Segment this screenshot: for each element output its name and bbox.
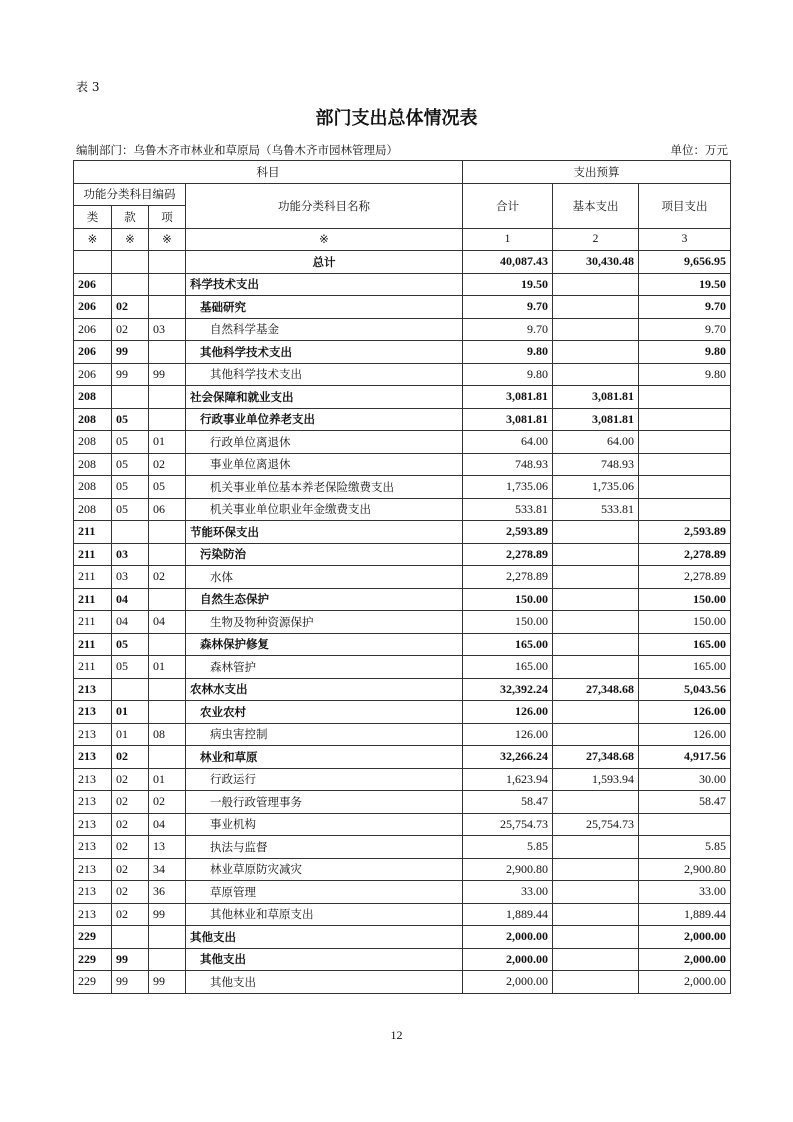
subject-name: 自然生态保护 [186,588,463,611]
total-basic: 30,430.48 [553,251,639,274]
code-xiang [149,543,186,566]
code-kuan [112,386,149,409]
code-kuan [112,678,149,701]
code-xiang [149,926,186,949]
code-kuan: 02 [112,768,149,791]
amount-basic: 27,348.68 [553,678,639,701]
code-lei: 206 [74,363,112,386]
amount-basic [553,791,639,814]
code-lei: 229 [74,971,112,994]
amount-basic [553,588,639,611]
table-row [74,791,731,814]
subject-name: 事业单位离退休 [186,453,463,476]
code-kuan: 05 [112,476,149,499]
amount-project [639,408,731,431]
code-lei: 213 [74,701,112,724]
table-row [74,588,731,611]
code-xiang: 02 [149,566,186,589]
table-row [74,566,731,589]
table-row [74,903,731,926]
header-basic: 基本支出 [553,183,639,228]
amount-project: 30.00 [639,768,731,791]
amount-total: 126.00 [463,723,553,746]
amount-project: 9.80 [639,341,731,364]
amount-project: 165.00 [639,633,731,656]
code-xiang: 34 [149,858,186,881]
code-kuan: 04 [112,588,149,611]
amount-basic [553,543,639,566]
code-kuan: 05 [112,656,149,679]
code-lei: 208 [74,431,112,454]
code-lei: 211 [74,521,112,544]
table-row [74,431,731,454]
department-label: 编制部门：乌鲁木齐市林业和草原局（乌鲁木齐市园林管理局） [76,143,398,157]
table-row [74,633,731,656]
code-xiang: 99 [149,363,186,386]
amount-total: 64.00 [463,431,553,454]
code-lei: 213 [74,678,112,701]
code-kuan: 04 [112,611,149,634]
amount-basic [553,948,639,971]
amount-project: 2,000.00 [639,926,731,949]
amount-project: 2,000.00 [639,971,731,994]
code-kuan: 02 [112,791,149,814]
header-row-2 [74,183,731,206]
code-kuan: 99 [112,971,149,994]
amount-total: 2,000.00 [463,971,553,994]
code-xiang [149,341,186,364]
amount-project: 2,900.80 [639,858,731,881]
amount-basic [553,858,639,881]
code-kuan: 05 [112,498,149,521]
code-xiang [149,273,186,296]
code-lei: 229 [74,948,112,971]
table-row [74,296,731,319]
amount-total: 33.00 [463,881,553,904]
code-lei: 213 [74,746,112,769]
code-xiang [149,948,186,971]
table-row [74,858,731,881]
code-lei: 211 [74,656,112,679]
code-xiang [149,746,186,769]
amount-total: 9.80 [463,363,553,386]
table-row [74,971,731,994]
amount-total: 32,392.24 [463,678,553,701]
amount-project: 5.85 [639,836,731,859]
subject-name: 草原管理 [186,881,463,904]
code-lei: 211 [74,611,112,634]
subject-name: 机关事业单位基本养老保险缴费支出 [186,476,463,499]
amount-basic [553,341,639,364]
amount-basic: 3,081.81 [553,408,639,431]
amount-total: 25,754.73 [463,813,553,836]
code-lei: 211 [74,566,112,589]
code-kuan: 02 [112,746,149,769]
amount-total: 19.50 [463,273,553,296]
col-number-3: 3 [639,228,731,251]
code-lei: 213 [74,836,112,859]
table-row [74,723,731,746]
code-lei: 213 [74,723,112,746]
code-xiang: 04 [149,611,186,634]
subject-name: 林业草原防灾减灾 [186,858,463,881]
amount-total: 1,735.06 [463,476,553,499]
code-xiang: 02 [149,791,186,814]
amount-project: 2,593.89 [639,521,731,544]
code-xiang: 05 [149,476,186,499]
amount-total: 9.70 [463,296,553,319]
amount-total: 2,900.80 [463,858,553,881]
table-row [74,678,731,701]
amount-total: 3,081.81 [463,386,553,409]
mark-cell: ※ [149,228,186,251]
amount-total: 748.93 [463,453,553,476]
code-xiang: 03 [149,318,186,341]
code-kuan: 02 [112,296,149,319]
table-row [74,543,731,566]
amount-basic [553,633,639,656]
amount-total: 165.00 [463,656,553,679]
code-lei: 208 [74,498,112,521]
amount-project: 2,278.89 [639,566,731,589]
code-kuan: 99 [112,948,149,971]
code-lei: 211 [74,588,112,611]
empty-cell [112,251,149,274]
table-row [74,408,731,431]
amount-basic [553,881,639,904]
empty-cell [149,251,186,274]
amount-project [639,431,731,454]
code-kuan: 02 [112,881,149,904]
amount-basic [553,363,639,386]
amount-project: 2,278.89 [639,543,731,566]
code-xiang: 99 [149,971,186,994]
table-row [74,476,731,499]
code-kuan: 03 [112,543,149,566]
subject-name: 执法与监督 [186,836,463,859]
mark-cell: ※ [186,228,463,251]
amount-project: 2,000.00 [639,948,731,971]
code-xiang: 01 [149,768,186,791]
subject-name: 行政运行 [186,768,463,791]
code-xiang: 02 [149,453,186,476]
amount-project [639,498,731,521]
subject-name: 社会保障和就业支出 [186,386,463,409]
unit-label: 单位：万元 [670,143,728,157]
header-budget: 支出预算 [463,161,731,184]
subject-name: 林业和草原 [186,746,463,769]
code-kuan: 02 [112,813,149,836]
subject-name: 其他支出 [186,926,463,949]
header-code-group: 功能分类科目编码 [74,183,186,206]
header-row-4 [74,228,731,251]
code-xiang: 01 [149,431,186,454]
table-row [74,836,731,859]
amount-total: 126.00 [463,701,553,724]
code-xiang: 99 [149,903,186,926]
table-row [74,611,731,634]
code-xiang: 04 [149,813,186,836]
code-kuan: 03 [112,566,149,589]
amount-basic: 533.81 [553,498,639,521]
header-xiang: 项 [149,206,186,229]
amount-basic [553,701,639,724]
code-lei: 211 [74,543,112,566]
code-xiang [149,296,186,319]
code-kuan [112,273,149,296]
amount-project [639,453,731,476]
amount-total: 2,593.89 [463,521,553,544]
table-row [74,341,731,364]
table-row [74,521,731,544]
amount-basic [553,521,639,544]
amount-basic [553,836,639,859]
amount-project: 150.00 [639,611,731,634]
subject-name: 森林管护 [186,656,463,679]
page-title: 部门支出总体情况表 [315,108,478,129]
subject-name: 行政单位离退休 [186,431,463,454]
table-row [74,363,731,386]
subject-name: 生物及物种资源保护 [186,611,463,634]
table-row [74,318,731,341]
table-row [74,498,731,521]
code-kuan: 99 [112,341,149,364]
amount-total: 165.00 [463,633,553,656]
total-sum: 40,087.43 [463,251,553,274]
amount-total: 2,000.00 [463,948,553,971]
code-kuan [112,926,149,949]
code-lei: 213 [74,768,112,791]
subject-name: 事业机构 [186,813,463,836]
col-number-1: 1 [463,228,553,251]
amount-total: 58.47 [463,791,553,814]
amount-total: 150.00 [463,588,553,611]
subject-name: 病虫害控制 [186,723,463,746]
subject-name: 农业农村 [186,701,463,724]
amount-total: 32,266.24 [463,746,553,769]
amount-basic [553,971,639,994]
amount-project [639,813,731,836]
code-lei: 208 [74,408,112,431]
amount-total: 2,278.89 [463,543,553,566]
amount-project: 126.00 [639,701,731,724]
code-kuan: 02 [112,318,149,341]
amount-total: 150.00 [463,611,553,634]
code-kuan: 05 [112,408,149,431]
amount-basic: 64.00 [553,431,639,454]
code-kuan: 99 [112,363,149,386]
subject-name: 其他支出 [186,971,463,994]
code-lei: 213 [74,813,112,836]
total-label: 总计 [186,251,463,274]
table-row [74,453,731,476]
amount-total: 5.85 [463,836,553,859]
code-kuan: 01 [112,701,149,724]
subject-name: 科学技术支出 [186,273,463,296]
subject-name: 其他科学技术支出 [186,363,463,386]
subject-name: 其他支出 [186,948,463,971]
mark-cell: ※ [112,228,149,251]
amount-total: 533.81 [463,498,553,521]
subject-name: 自然科学基金 [186,318,463,341]
code-lei: 213 [74,903,112,926]
code-xiang [149,521,186,544]
amount-project: 165.00 [639,656,731,679]
amount-basic: 27,348.68 [553,746,639,769]
code-xiang [149,633,186,656]
code-lei: 208 [74,476,112,499]
code-lei: 206 [74,273,112,296]
code-xiang [149,701,186,724]
total-project: 9,656.95 [639,251,731,274]
amount-total: 1,623.94 [463,768,553,791]
amount-basic [553,296,639,319]
table-row [74,746,731,769]
amount-basic [553,273,639,296]
code-lei: 229 [74,926,112,949]
amount-project: 58.47 [639,791,731,814]
amount-project: 9.80 [639,363,731,386]
table-row [74,701,731,724]
subject-name: 其他林业和草原支出 [186,903,463,926]
table-row [74,273,731,296]
code-xiang [149,386,186,409]
code-lei: 206 [74,318,112,341]
amount-total: 3,081.81 [463,408,553,431]
subject-name: 水体 [186,566,463,589]
code-lei: 208 [74,386,112,409]
table-row [74,948,731,971]
amount-basic [553,566,639,589]
code-xiang: 36 [149,881,186,904]
code-xiang: 06 [149,498,186,521]
code-kuan: 05 [112,431,149,454]
code-lei: 211 [74,633,112,656]
code-lei: 206 [74,296,112,319]
code-kuan: 02 [112,903,149,926]
code-kuan: 02 [112,858,149,881]
table-row [74,813,731,836]
amount-basic [553,656,639,679]
header-lei: 类 [74,206,112,229]
code-xiang: 08 [149,723,186,746]
total-row [74,251,731,274]
amount-basic: 1,735.06 [553,476,639,499]
amount-project: 4,917.56 [639,746,731,769]
header-project: 项目支出 [639,183,731,228]
code-xiang [149,588,186,611]
amount-project [639,386,731,409]
code-kuan: 02 [112,836,149,859]
amount-total: 9.80 [463,341,553,364]
code-lei: 213 [74,858,112,881]
code-kuan: 01 [112,723,149,746]
header-subject: 科目 [74,161,463,184]
code-lei: 208 [74,453,112,476]
table-row [74,768,731,791]
expenditure-table [73,160,731,994]
subject-name: 污染防治 [186,543,463,566]
amount-basic [553,903,639,926]
amount-basic [553,611,639,634]
amount-project: 150.00 [639,588,731,611]
code-xiang [149,408,186,431]
subject-name: 机关事业单位职业年金缴费支出 [186,498,463,521]
subject-name: 基础研究 [186,296,463,319]
subject-name: 农林水支出 [186,678,463,701]
amount-project: 33.00 [639,881,731,904]
amount-basic: 1,593.94 [553,768,639,791]
amount-project: 9.70 [639,318,731,341]
amount-project [639,476,731,499]
header-total: 合计 [463,183,553,228]
header-name-col: 功能分类科目名称 [186,183,463,228]
subject-name: 节能环保支出 [186,521,463,544]
code-xiang: 13 [149,836,186,859]
amount-total: 2,000.00 [463,926,553,949]
header-kuan: 款 [112,206,149,229]
code-kuan [112,521,149,544]
amount-total: 1,889.44 [463,903,553,926]
mark-cell: ※ [74,228,112,251]
amount-basic: 3,081.81 [553,386,639,409]
amount-basic: 25,754.73 [553,813,639,836]
col-number-2: 2 [553,228,639,251]
amount-project: 9.70 [639,296,731,319]
subject-name: 其他科学技术支出 [186,341,463,364]
subject-name: 行政事业单位养老支出 [186,408,463,431]
empty-cell [74,251,112,274]
table-row [74,926,731,949]
table-row [74,656,731,679]
header-row-1 [74,161,731,184]
amount-basic [553,318,639,341]
subject-name: 一般行政管理事务 [186,791,463,814]
amount-total: 2,278.89 [463,566,553,589]
code-xiang: 01 [149,656,186,679]
table-row [74,881,731,904]
amount-basic [553,926,639,949]
amount-project: 126.00 [639,723,731,746]
subject-name: 森林保护修复 [186,633,463,656]
amount-basic: 748.93 [553,453,639,476]
amount-project: 19.50 [639,273,731,296]
amount-total: 9.70 [463,318,553,341]
table-row [74,386,731,409]
table-number: 表 3 [76,80,100,94]
amount-project: 5,043.56 [639,678,731,701]
code-kuan: 05 [112,453,149,476]
code-lei: 213 [74,791,112,814]
code-xiang [149,678,186,701]
page-number: 12 [390,1028,403,1042]
code-kuan: 05 [112,633,149,656]
amount-project: 1,889.44 [639,903,731,926]
code-lei: 206 [74,341,112,364]
table-meta [76,142,728,158]
code-lei: 213 [74,881,112,904]
amount-basic [553,723,639,746]
